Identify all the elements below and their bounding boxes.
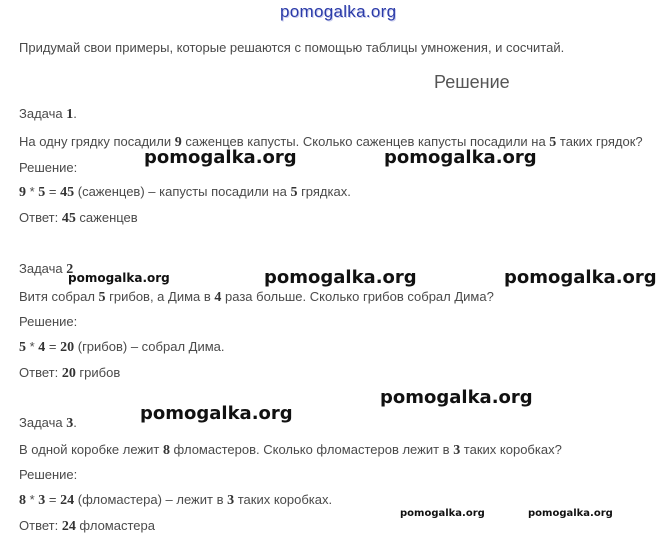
task-3-solution-label: Решение: bbox=[19, 467, 78, 482]
watermark: pomogalka.org bbox=[384, 147, 537, 168]
watermark: pomogalka.org bbox=[504, 267, 657, 288]
watermark: pomogalka.org bbox=[400, 508, 485, 519]
task-1-title: Задача 1. bbox=[19, 106, 77, 122]
task-1-answer: Ответ: 45 саженцев bbox=[19, 210, 138, 226]
intro-text: Придумай свои примеры, которые решаются с помощью таблицы умножения, и сосчитай. bbox=[19, 40, 565, 55]
task-2-expression: 5 * 4 = 20 (грибов) – собрал Дима. bbox=[19, 339, 225, 355]
task-3-question: В одной коробке лежит 8 фломастеров. Сколько фломастеров лежит в 3 таких коробках? bbox=[19, 442, 562, 458]
task-1-solution-label: Решение: bbox=[19, 160, 78, 175]
task-2-solution-label: Решение: bbox=[19, 314, 78, 329]
task-2-question: Витя собрал 5 грибов, а Дима в 4 раза больше. Сколько грибов собрал Дима? bbox=[19, 289, 494, 305]
watermark: pomogalka.org bbox=[140, 403, 293, 424]
task-3-expression: 8 * 3 = 24 (фломастера) – лежит в 3 таких коробках. bbox=[19, 492, 333, 508]
task-2-answer: Ответ: 20 грибов bbox=[19, 365, 121, 381]
watermark: pomogalka.org bbox=[264, 267, 417, 288]
watermark: pomogalka.org bbox=[68, 271, 170, 285]
watermark: pomogalka.org bbox=[144, 147, 297, 168]
watermark: pomogalka.org bbox=[528, 508, 613, 519]
site-logo[interactable]: pomogalka.org bbox=[280, 2, 397, 21]
task-2-title: Задача 2 bbox=[19, 261, 74, 277]
solution-heading: Решение bbox=[434, 72, 510, 92]
task-1-question: На одну грядку посадили 9 саженцев капусты. Сколько саженцев капусты посадили на 5 таких грядок? bbox=[19, 134, 643, 150]
task-1-expression: 9 * 5 = 45 (саженцев) – капусты посадили на 5 грядках. bbox=[19, 184, 351, 200]
task-3-title: Задача 3. bbox=[19, 415, 77, 431]
watermark: pomogalka.org bbox=[380, 387, 533, 408]
task-3-answer: Ответ: 24 фломастера bbox=[19, 518, 155, 534]
